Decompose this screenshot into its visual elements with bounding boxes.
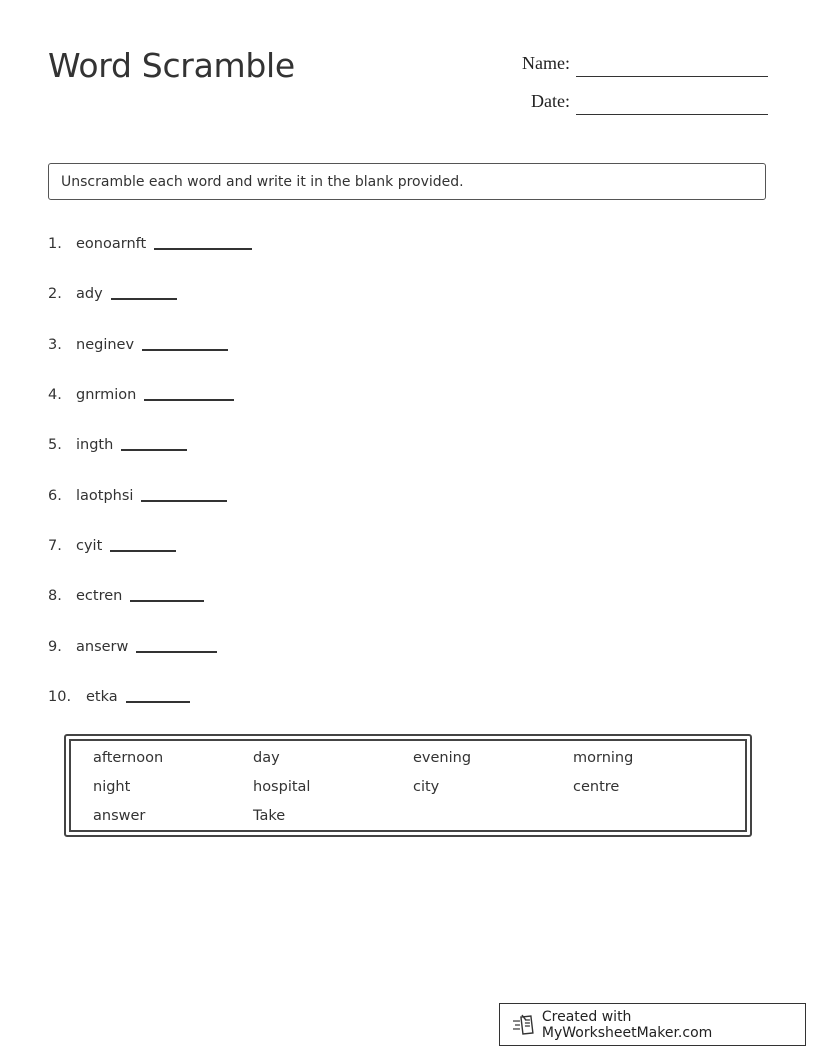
- answer-blank[interactable]: [142, 349, 228, 351]
- scrambled-word: neginev: [76, 337, 135, 353]
- answer-blank[interactable]: [121, 449, 187, 451]
- scrambled-word: gnrmion: [76, 387, 137, 403]
- word-bank-inner-border: [69, 739, 747, 832]
- footer-text: Created with MyWorksheetMaker.com: [541, 1008, 713, 1041]
- question-number: 1.: [48, 236, 62, 252]
- answer-blank[interactable]: [130, 600, 204, 602]
- footer-credit[interactable]: [499, 1003, 806, 1046]
- scrambled-word: laotphsi: [76, 488, 134, 504]
- name-label: Name:: [522, 53, 570, 73]
- answer-blank[interactable]: [110, 550, 176, 552]
- date-label-wrap: [470, 91, 570, 115]
- word-bank-item: evening: [413, 750, 472, 766]
- question-number: 10.: [48, 689, 72, 705]
- scrambled-word: anserw: [76, 639, 129, 655]
- scrambled-word: ectren: [76, 588, 123, 604]
- answer-blank[interactable]: [136, 651, 217, 653]
- worksheet-maker-logo-icon: [512, 1014, 536, 1036]
- question-item: [48, 633, 217, 655]
- question-number: 4.: [48, 387, 62, 403]
- date-field[interactable]: [576, 114, 768, 115]
- question-number: 8.: [48, 588, 62, 604]
- word-bank-item: night: [93, 779, 131, 795]
- answer-blank[interactable]: [126, 701, 190, 703]
- question-number: 7.: [48, 538, 62, 554]
- instructions-box: Unscramble each word and write it in the blank provided.: [48, 163, 766, 200]
- word-bank-item: centre: [573, 779, 620, 795]
- scrambled-word: eonoarnft: [76, 236, 147, 252]
- word-bank-item: city: [413, 779, 440, 795]
- question-item: [48, 532, 176, 554]
- question-number: 3.: [48, 337, 62, 353]
- word-bank-item: hospital: [253, 779, 311, 795]
- word-bank-item: day: [253, 750, 280, 766]
- question-item: [48, 582, 204, 604]
- word-bank-item: morning: [573, 750, 634, 766]
- question-item: [48, 331, 228, 353]
- scrambled-word: ady: [76, 286, 103, 302]
- scrambled-word: etka: [86, 689, 118, 705]
- name-label-wrap: [470, 53, 570, 77]
- question-item: [48, 683, 190, 705]
- name-field[interactable]: [576, 76, 768, 77]
- scrambled-word: ingth: [76, 437, 114, 453]
- word-bank-item: Take: [253, 808, 286, 824]
- question-item: [48, 381, 234, 403]
- question-item: [48, 230, 252, 252]
- word-bank-item: answer: [93, 808, 146, 824]
- question-item: [48, 482, 227, 504]
- answer-blank[interactable]: [144, 399, 234, 401]
- question-item: [48, 431, 187, 453]
- worksheet-title: Word Scramble: [48, 46, 295, 85]
- question-number: 9.: [48, 639, 62, 655]
- word-bank-item: afternoon: [93, 750, 164, 766]
- answer-blank[interactable]: [154, 248, 252, 250]
- question-number: 6.: [48, 488, 62, 504]
- date-label: Date:: [531, 91, 570, 111]
- answer-blank[interactable]: [111, 298, 177, 300]
- question-item: [48, 280, 177, 302]
- question-number: 5.: [48, 437, 62, 453]
- question-number: 2.: [48, 286, 62, 302]
- word-bank: [64, 734, 752, 837]
- answer-blank[interactable]: [141, 500, 227, 502]
- scrambled-word: cyit: [76, 538, 103, 554]
